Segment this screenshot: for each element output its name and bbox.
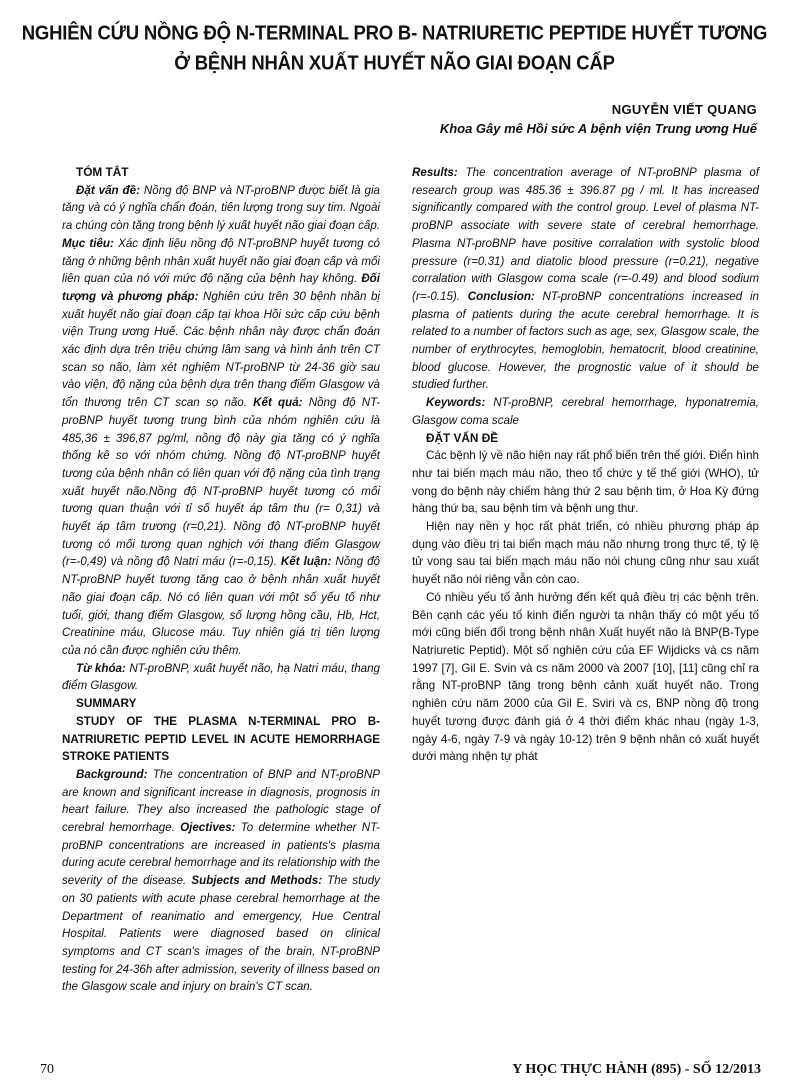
text-tu-khoa: NT-proBNP, xuất huyết não, hạ Natri máu, thang điểm Glasgow.: [62, 661, 381, 693]
left-column: [62, 164, 380, 996]
abstract-vi-heading: TÓM TẮT: [76, 165, 129, 179]
text-background: The concentration of BNP and NT-proBNP are known and significant increase in diagnosis, prognosis in heart failure. They also increased the pathologic stage of cerebral hemorrhage.: [62, 767, 380, 835]
summary-keywords: [412, 394, 759, 429]
title-line-2: Ở BỆNH NHÂN XUẤT HUYẾT NÃO GIAI ĐOẠN CẤP: [174, 51, 615, 74]
text-objectives: To determine whether NT-proBNP concentrations are increased in patients's plasma during acute cerebral hemorrhage and its relationship with the severity of the disease.: [62, 821, 380, 888]
author-name: NGUYỄN VIẾT QUANG: [611, 102, 757, 117]
abstract-vi-keywords: [62, 660, 380, 695]
label-background: Background:: [76, 767, 148, 781]
title-line-1: NGHIÊN CỨU NỒNG ĐỘ N-TERMINAL PRO B- NATRIURETIC PEPTIDE HUYẾT TƯƠNG: [21, 20, 768, 44]
text-ket-luan: Nồng độ NT-proBNP huyết tương tăng cao ở bệnh nhân xuất huyết não giai đoạn cấp. Nó có liên quan với một số yếu tố như tuổi, giới, thang điểm Glasgow, số lượng hồng cầu, Hb, Hct, Creatinine máu, Glucose máu. Tuy nhiên giá trị tiên lượng của nó cần được nghiên cứu thêm.: [62, 555, 380, 657]
text-subjects: The study on 30 patients with acute phase cerebral hemorrhage at the Department of reanimatio and emergency, Hue Central Hospital. Patients were diagnosed based on clinical symptoms and CT scan's images of the brain, NT-proBNP testing for 24-36h after admission, severity of illness based on the Glasgow scale and injury on brain's CT scan.: [62, 874, 380, 994]
intro-paragraph-3: Có nhiều yếu tố ảnh hưởng đến kết quả điều trị các bệnh trên. Bên cạnh các yếu tố kinh điển người ta nhận thấy có một yếu tố mới cũng biến đổi trong bệnh nhân Xuất huyết não là BNP(B-Type Natriuretic Peptid). Một số nghiên cứu của EF Wijdicks và cs năm 1997 [7], Gil E. Svin và cs năm 2000 và 2007 [10], [11] cũng chỉ ra rằng NT-proBNP tăng trong bệnh cảnh xuất huyết não. Trong nghiên cứu năm 2000 của Gil E. Sviri và cs, BNP nồng độ trong huyết tương được đánh giá ở 4 thời điểm khác nhau (ngày 1-3, ngày 4-6, ngày 7-9 và ngày 10-12) trên 9 bệnh nhân có xuất huyết dưới màng nhện tự phát: [412, 590, 759, 764]
text-keywords: NT-proBNP, cerebral hemorrhage, hyponatremia, Glasgow coma scale: [412, 396, 759, 427]
label-ket-luan: Kết luận:: [280, 555, 332, 569]
label-results: Results:: [412, 166, 458, 179]
right-column: [412, 164, 759, 766]
label-conclusion: Conclusion:: [467, 289, 535, 303]
label-keywords: Keywords:: [426, 396, 486, 410]
text-muc-tieu: Xác định liệu nồng độ NT-proBNP huyết tương có tăng ở những bệnh nhân xuất huyết não giai đoạn cấp và mối liên quan của nó với mức độ nặng của bệnh hay không.: [62, 236, 380, 286]
label-ket-qua: Kết quả:: [253, 396, 303, 410]
abstract-vi-body: [62, 182, 380, 660]
author-block: [440, 100, 757, 138]
text-conclusion: NT-proBNP concentrations increased in plasma of patients during the acute cerebral hemorrhage. It is related to a number of factors such as age, sex, Glasgow scale, the number of erythrocytes, hemoglobin, hematocrit, blood creatinine, blood glucose. However, the prognostic value of it should be studied further.: [412, 289, 759, 392]
intro-paragraph-2: Hiện nay nền y học rất phát triển, có nhiều phương pháp áp dụng vào điều trị tai biến mạch máu não nhưng trong thực tế, tỷ lệ tử vong sau tai biến mạch máu não nói chung cũng như sau xuất huyết não nói riêng vẫn còn cao.: [412, 520, 759, 587]
article-title: [20, 18, 769, 78]
summary-title: STUDY OF THE PLASMA N-TERMINAL PRO B-NATRIURETIC PEPTID LEVEL IN ACUTE HEMORRHAGE STROKE PATIENTS: [62, 714, 380, 764]
page-number: 70: [40, 1062, 54, 1077]
summary-body-part-1: [62, 766, 380, 996]
text-dat-van-de: Nồng độ BNP và NT-proBNP được biết là gia tăng và có ý nghĩa chẩn đoán, tiên lượng trong suy tim. Ngoài ra chúng còn tăng trong bệnh lý xuất huyết não giai đoạn cấp.: [62, 183, 380, 233]
intro-paragraph-1: Các bệnh lý về não hiện nay rất phổ biến trên thế giới. Điển hình như tai biến mạch máu não, theo tổ chức y tế thế giới (WHO), tử vong do bệnh này chiếm hàng thứ 2 sau bệnh tim, ở Hoa Kỳ đứng hàng thứ ba, sau bệnh tim và bệnh ung thư.: [412, 449, 759, 516]
summary-body-part-2: [412, 164, 759, 394]
label-doi-tuong: Đối tượng và phương pháp:: [62, 272, 380, 303]
text-doi-tuong: Nghiên cứu trên 30 bệnh nhân bị xuất huyết não giai đoạn cấp tại khoa Hồi sức cấp cứu bệnh viện Trung ương Huế. Các bệnh nhân này được chẩn đoán xác định dựa trên triệu chứng lâm sang và hình ảnh trên CT scan sọ não, làm xét nghiệm NT-proBNP từ 24-36 giờ sau vào viện, độ nặng của bệnh dựa trên thang điểm Glasgow và tổn thương trên CT scan sọ não.: [62, 289, 380, 410]
label-tu-khoa: Từ khóa:: [76, 661, 126, 675]
summary-heading: SUMMARY: [76, 696, 137, 711]
journal-name: Y HỌC THỰC HÀNH (895) - SỐ 12/2013: [512, 1062, 761, 1077]
label-subjects: Subjects and Methods:: [191, 874, 323, 888]
intro-heading: ĐẶT VẤN ĐỀ: [426, 430, 499, 445]
text-ket-qua: Nồng độ NT-proBNP huyết tương trung bình của nhóm nghiên cứu là 485,36 ± 396,87 pg/ml, nồng độ này gia tăng có ý nghĩa thống kê so với nhóm chứng. Nồng độ NT-proBNP huyết tương của bệnh nhân có liên quan với độ nặng của tình trạng xuất huyết não.Nồng độ NT-proBNP huyết tương có mối tương quan thuận với tỉ số huyết áp tâm thu (r= 0,31) và huyết áp tâm trương (r=0,21). Nồng độ NT-proBNP huyết tương có mối tương quan nghịch với thang điểm Glasgow (r=-0,49) và nồng độ Natri máu (r=-0,15).: [62, 396, 380, 569]
label-dat-van-de: Đặt vấn đề:: [76, 183, 140, 197]
author-affiliation: Khoa Gây mê Hồi sức A bệnh viện Trung ương Huế: [439, 121, 757, 136]
label-objectives: Ojectives:: [180, 821, 236, 835]
text-results: The concentration average of NT-proBNP plasma of research group was 485.36 ± 396.87 pg / ml. It has increased significantly compared with the control group. Level of plasma NT-proBNP associate with severe state of cerebral hemorrhage. Plasma NT-proBNP have positive corralation with systolic blood pressure (r=0.31) and diatolic blood pressure (r=0.21), negative corralation with Glasgow coma scale (r=-0.49) and blood sodium (r=-0.15).: [412, 166, 759, 303]
label-muc-tieu: Mục tiêu:: [62, 236, 114, 250]
